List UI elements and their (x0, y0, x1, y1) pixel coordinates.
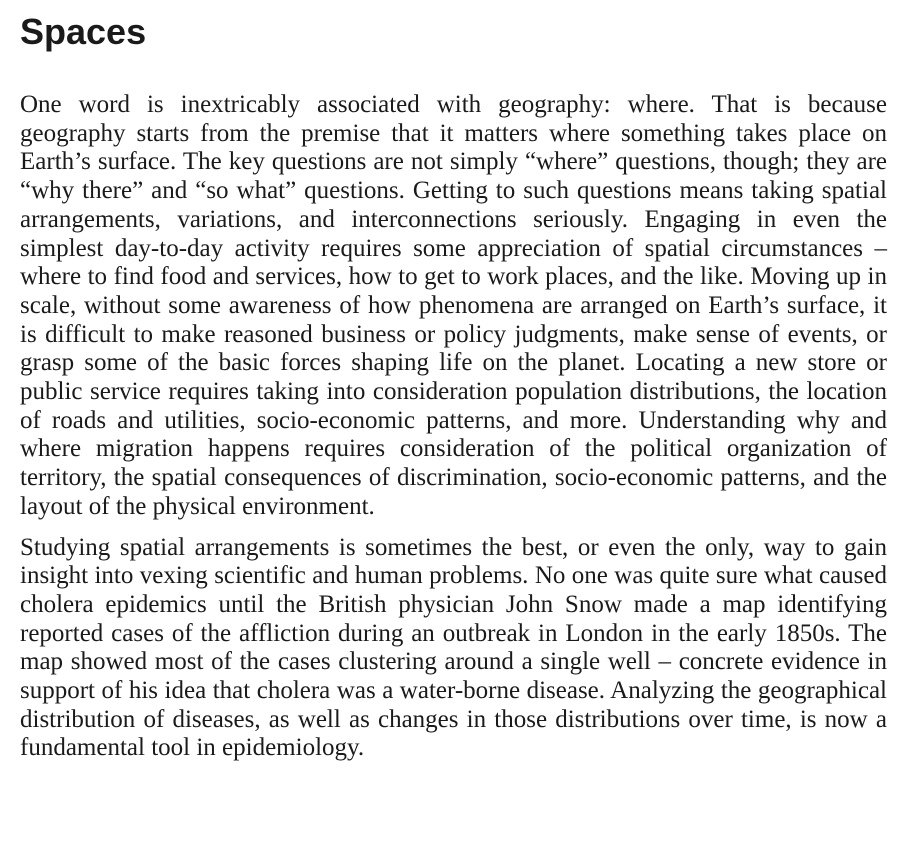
body-paragraph-1: One word is inextricably associated with geography: where. That is because geography starts from the premise that it matters where something takes place on Earth’s surface. The key questions are not simply “where” questions, though; they are “why there” and “so what” questions. Getting to such questions means taking spatial arrangements, variations, and interconnections seriously. Engaging in even the simplest day-to-day activity requires some appreciation of spatial circumstances – where to find food and services, how to get to work places, and the like. Moving up in scale, without some awareness of how phenomena are arranged on Earth’s surface, it is difficult to make reasoned business or policy judgments, make sense of events, or grasp some of the basic forces shaping life on the planet. Locating a new store or public service requires taking into consideration population distributions, the location of roads and utilities, socio-economic patterns, and more. Understanding why and where migration happens requires consideration of the political organization of territory, the spatial consequences of discrimination, socio-economic patterns, and the layout of the physical environment. (20, 91, 887, 520)
body-paragraph-2: Studying spatial arrangements is sometimes the best, or even the only, way to gain insight into vexing scientific and human problems. No one was quite sure what caused cholera epidemics until the British physician John Snow made a map identifying reported cases of the affliction during an outbreak in London in the early 1850s. The map showed most of the cases clustering around a single well – concrete evidence in support of his idea that cholera was a water-borne disease. Analyzing the geographical distribution of diseases, as well as changes in those distributions over time, is now a fundamental tool in epidemiology. (20, 533, 887, 762)
document-page (20, 0, 887, 763)
section-title: Spaces (20, 11, 147, 52)
